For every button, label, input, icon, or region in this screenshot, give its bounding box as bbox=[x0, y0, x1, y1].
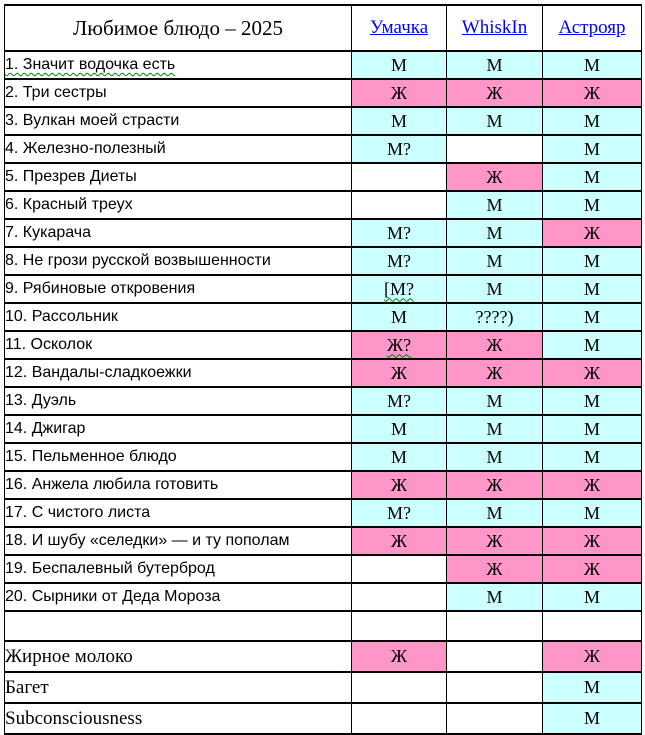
row-label: 15. Пельменное блюдо bbox=[5, 443, 352, 471]
verdict-cell: Ж bbox=[447, 527, 543, 555]
verdict-cell bbox=[352, 611, 447, 641]
row-label: 14. Джигар bbox=[5, 415, 352, 443]
row-label: 17. С чистого листа bbox=[5, 499, 352, 527]
table-row bbox=[5, 135, 642, 163]
verdict-cell: М bbox=[543, 672, 642, 703]
row-label: 10. Рассольник bbox=[5, 303, 352, 331]
table-row bbox=[5, 499, 642, 527]
verdict-cell: М bbox=[543, 443, 642, 471]
table-row bbox=[5, 51, 642, 79]
verdict-cell: М bbox=[543, 583, 642, 611]
verdict-cell: М bbox=[352, 443, 447, 471]
verdict-cell: М bbox=[543, 51, 642, 79]
verdict-cell: М bbox=[543, 499, 642, 527]
verdict-cell: М? bbox=[352, 499, 447, 527]
verdict-cell: М bbox=[447, 275, 543, 303]
row-label: Subconsciousness bbox=[5, 703, 352, 734]
table-row bbox=[5, 247, 642, 275]
table-row bbox=[5, 191, 642, 219]
row-label: 3. Вулкан моей страсти bbox=[5, 107, 352, 135]
verdict-cell: Ж bbox=[543, 359, 642, 387]
verdict-cell: М bbox=[543, 107, 642, 135]
verdict-cell: М bbox=[352, 303, 447, 331]
row-label bbox=[5, 611, 352, 641]
verdict-cell: Ж bbox=[543, 555, 642, 583]
verdict-cell: М bbox=[447, 583, 543, 611]
verdict-cell bbox=[447, 611, 543, 641]
verdict-cell bbox=[352, 555, 447, 583]
table-row bbox=[5, 641, 642, 672]
table-row bbox=[5, 107, 642, 135]
table-row bbox=[5, 79, 642, 107]
verdict-cell bbox=[447, 703, 543, 734]
row-label bbox=[5, 51, 352, 79]
table-row bbox=[5, 275, 642, 303]
verdict-cell: Ж bbox=[352, 471, 447, 499]
verdict-cell: М bbox=[352, 415, 447, 443]
verdict-cell: М bbox=[543, 247, 642, 275]
row-label: 20. Сырники от Деда Мороза bbox=[5, 583, 352, 611]
verdict-cell: М bbox=[543, 331, 642, 359]
row-label: 12. Вандалы-сладкоежки bbox=[5, 359, 352, 387]
verdict-cell bbox=[352, 331, 447, 359]
table-row bbox=[5, 415, 642, 443]
verdict-cell: Ж bbox=[447, 359, 543, 387]
verdict-cell: М? bbox=[352, 219, 447, 247]
row-label: 6. Красный треух bbox=[5, 191, 352, 219]
table-title: Любимое блюдо – 2025 bbox=[5, 5, 352, 51]
verdict-cell: Ж bbox=[352, 527, 447, 555]
verdict-cell bbox=[543, 611, 642, 641]
spellcheck-squiggle-text: Ж? bbox=[386, 334, 412, 355]
table-row bbox=[5, 672, 642, 703]
verdict-cell: Ж bbox=[352, 79, 447, 107]
verdict-cell: М bbox=[447, 415, 543, 443]
verdict-cell: Ж bbox=[543, 527, 642, 555]
table-body bbox=[5, 5, 642, 734]
verdict-cell: М bbox=[447, 387, 543, 415]
row-label: 18. И шубу «селедки» — и ту пополам bbox=[5, 527, 352, 555]
verdict-cell bbox=[352, 191, 447, 219]
row-label: 4. Железно-полезный bbox=[5, 135, 352, 163]
verdict-cell bbox=[352, 163, 447, 191]
verdict-cell: М bbox=[543, 415, 642, 443]
column-link-astroyar[interactable]: Астрояр bbox=[558, 17, 626, 38]
verdict-cell: М? bbox=[352, 387, 447, 415]
verdict-cell: М bbox=[352, 107, 447, 135]
verdict-cell: М bbox=[447, 191, 543, 219]
verdict-cell: М bbox=[447, 51, 543, 79]
verdict-cell: Ж bbox=[543, 219, 642, 247]
verdict-cell bbox=[447, 672, 543, 703]
verdict-cell: М? bbox=[352, 247, 447, 275]
verdict-cell: Ж bbox=[447, 471, 543, 499]
verdict-cell bbox=[352, 703, 447, 734]
table-row bbox=[5, 331, 642, 359]
spellcheck-squiggle-text: [М? bbox=[384, 278, 414, 299]
verdict-cell: Ж bbox=[447, 331, 543, 359]
row-label: 16. Анжела любила готовить bbox=[5, 471, 352, 499]
table-row bbox=[5, 583, 642, 611]
table-row bbox=[5, 527, 642, 555]
verdict-cell: Ж bbox=[543, 641, 642, 672]
spacer-row bbox=[5, 611, 642, 641]
verdict-cell: Ж bbox=[447, 79, 543, 107]
table-row bbox=[5, 471, 642, 499]
verdict-cell: М bbox=[543, 703, 642, 734]
favorite-dish-poll-table bbox=[4, 4, 642, 735]
row-label: 2. Три сестры bbox=[5, 79, 352, 107]
verdict-cell: Ж bbox=[352, 359, 447, 387]
verdict-cell: М bbox=[447, 219, 543, 247]
verdict-cell bbox=[352, 583, 447, 611]
verdict-cell: Ж bbox=[447, 163, 543, 191]
table-row bbox=[5, 703, 642, 734]
spellcheck-squiggle-text: 1. Значит водочка есть bbox=[5, 56, 176, 73]
row-label: 5. Презрев Диеты bbox=[5, 163, 352, 191]
table-row bbox=[5, 219, 642, 247]
verdict-cell: Ж bbox=[447, 555, 543, 583]
verdict-cell: М bbox=[543, 275, 642, 303]
verdict-cell: Ж bbox=[543, 79, 642, 107]
row-label: 19. Беспалевный бутерброд bbox=[5, 555, 352, 583]
verdict-cell: Ж bbox=[352, 641, 447, 672]
verdict-cell: М bbox=[543, 191, 642, 219]
verdict-cell: М bbox=[447, 499, 543, 527]
table-row bbox=[5, 163, 642, 191]
verdict-cell bbox=[352, 672, 447, 703]
verdict-cell: М bbox=[543, 303, 642, 331]
verdict-cell: М bbox=[543, 387, 642, 415]
verdict-cell: М bbox=[543, 163, 642, 191]
table-row bbox=[5, 303, 642, 331]
verdict-cell: М? bbox=[352, 135, 447, 163]
verdict-cell: М bbox=[543, 135, 642, 163]
header-row bbox=[5, 5, 642, 51]
verdict-cell: Ж bbox=[543, 471, 642, 499]
table-row bbox=[5, 443, 642, 471]
verdict-cell: ????) bbox=[447, 303, 543, 331]
verdict-cell: М bbox=[447, 247, 543, 275]
table-row bbox=[5, 359, 642, 387]
row-label: 11. Осколок bbox=[5, 331, 352, 359]
row-label: 9. Рябиновые откровения bbox=[5, 275, 352, 303]
row-label: Жирное молоко bbox=[5, 641, 352, 672]
verdict-cell: М bbox=[447, 443, 543, 471]
row-label: 8. Не грози русской возвышенности bbox=[5, 247, 352, 275]
table-row bbox=[5, 555, 642, 583]
table-row bbox=[5, 387, 642, 415]
row-label: 7. Кукарача bbox=[5, 219, 352, 247]
verdict-cell bbox=[447, 641, 543, 672]
row-label: Багет bbox=[5, 672, 352, 703]
column-link-umachka[interactable]: Умачка bbox=[369, 17, 429, 38]
verdict-cell bbox=[352, 275, 447, 303]
row-label: 13. Дуэль bbox=[5, 387, 352, 415]
column-link-whiskin[interactable]: WhiskIn bbox=[461, 17, 528, 38]
verdict-cell bbox=[447, 135, 543, 163]
verdict-cell: М bbox=[447, 107, 543, 135]
verdict-cell: М bbox=[352, 51, 447, 79]
